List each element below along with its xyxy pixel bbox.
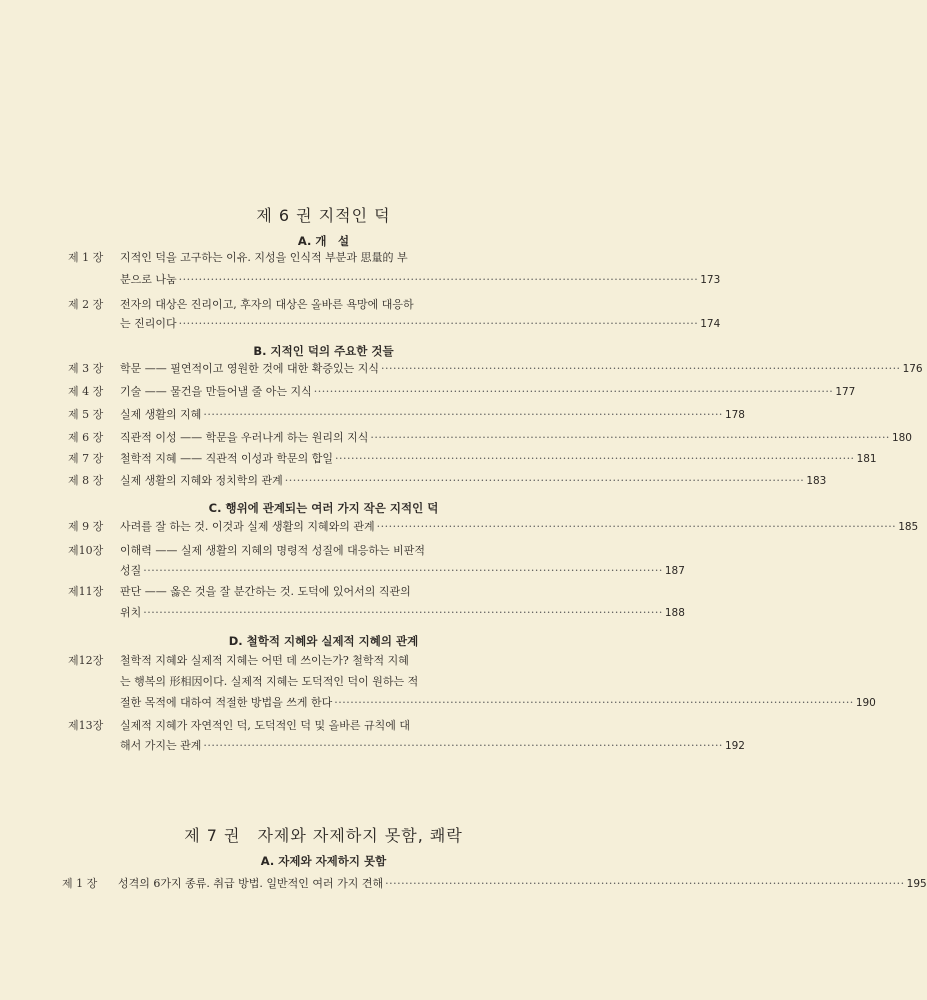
section-d-title: D. 철학적 지혜와 실제적 지혜의 관계 <box>228 634 419 648</box>
entry-text: 실제 생활의 지혜와 정치학의 관계 <box>120 474 283 487</box>
leader-dots: ·································································································································· <box>178 273 699 286</box>
chapter-number: 제 5 장 <box>68 408 104 421</box>
leader-dots: ·································································································································· <box>334 696 854 709</box>
chapter-number: 제13장 <box>68 719 104 732</box>
chapter-number: 제 1 장 <box>68 251 104 264</box>
entry-text: 절한 목적에 대하여 적절한 방법을 쓰게 한다 <box>120 696 333 709</box>
leader-dots: ·································································································································· <box>381 362 901 375</box>
entry-text: 분으로 나눔 <box>120 273 177 286</box>
page-number: 185 <box>898 521 919 533</box>
chapter-number: 제 8 장 <box>68 474 104 487</box>
page-number: 195 <box>906 878 927 890</box>
entry-text: 실제 생활의 지혜 <box>120 408 202 421</box>
page-number: 173 <box>700 274 721 286</box>
book-7-title: 제 7 권 자제와 자제하지 못함, 쾌락 <box>184 826 463 845</box>
chapter-number: 제12장 <box>68 654 104 667</box>
entry-text: 철학적 지혜와 실제적 지혜는 어떤 데 쓰이는가? 철학적 지혜 <box>120 654 409 667</box>
leader-dots: ·································································································································· <box>203 739 723 752</box>
section-b-title: B. 지적인 덕의 주요한 것들 <box>253 344 394 358</box>
leader-dots: ·································································································································· <box>376 520 897 533</box>
leader-dots: ·································································································································· <box>385 877 905 890</box>
page-number: 183 <box>806 475 827 487</box>
page-number: 190 <box>855 697 876 709</box>
page-number: 188 <box>664 607 685 619</box>
page-number: 178 <box>724 409 745 421</box>
page-number: 187 <box>664 565 685 577</box>
book-6-title: 제 6 권 지적인 덕 <box>256 206 391 225</box>
entry-text: 성질 <box>120 564 142 577</box>
page-number: 180 <box>891 432 912 444</box>
entry-text: 전자의 대상은 진리이고, 후자의 대상은 올바른 욕망에 대응하 <box>120 298 414 311</box>
leader-dots: ·································································································································· <box>284 474 805 487</box>
page-number: 181 <box>856 453 877 465</box>
page-number: 192 <box>724 740 745 752</box>
entry-text: 철학적 지혜 —— 직관적 이성과 학문의 합일 <box>120 452 333 465</box>
chapter-number: 제 2 장 <box>68 298 104 311</box>
entry-text: 판단 —— 옳은 것을 잘 분간하는 것. 도덕에 있어서의 직관의 <box>120 585 411 598</box>
leader-dots: ·································································································································· <box>335 452 855 465</box>
entry-text: 직관적 이성 —— 학문을 우러나게 하는 원리의 지식 <box>120 431 369 444</box>
entry-text: 이해력 —— 실제 생활의 지혜의 명령적 성질에 대응하는 비판적 <box>120 544 425 557</box>
leader-dots: ·································································································································· <box>143 564 663 577</box>
chapter-number: 제 4 장 <box>68 385 104 398</box>
chapter-number: 제 1 장 <box>62 877 98 890</box>
chapter-number: 제11장 <box>68 585 104 598</box>
entry-text: 실제적 지혜가 자연적인 덕, 도덕적인 덕 및 올바른 규칙에 대 <box>120 719 410 732</box>
leader-dots: ·································································································································· <box>203 408 723 421</box>
book-7-section-a-title: A. 자제와 자제하지 못함 <box>260 854 387 868</box>
section-c-title: C. 행위에 관계되는 여러 가지 작은 지적인 덕 <box>208 501 439 515</box>
page-number: 177 <box>835 386 856 398</box>
leader-dots: ·································································································································· <box>143 606 663 619</box>
section-a-title: A. 개 설 <box>297 234 350 248</box>
entry-text: 는 진리이다 <box>120 317 177 330</box>
entry-text: 지적인 덕을 고구하는 이유. 지성을 인식적 부분과 思量的 부 <box>120 251 408 264</box>
page-number: 176 <box>902 363 923 375</box>
entry-text: 기술 —— 물건을 만들어낼 줄 아는 지식 <box>120 385 312 398</box>
chapter-number: 제10장 <box>68 544 104 557</box>
entry-text: 학문 —— 필연적이고 영원한 것에 대한 확증있는 지식 <box>120 362 379 375</box>
chapter-number: 제 3 장 <box>68 362 104 375</box>
page-number: 174 <box>700 318 721 330</box>
chapter-number: 제 7 장 <box>68 452 104 465</box>
entry-text: 는 행복의 形相因이다. 실제적 지혜는 도덕적인 덕이 원하는 적 <box>120 675 419 688</box>
leader-dots: ·································································································································· <box>313 385 834 398</box>
chapter-number: 제 6 장 <box>68 431 104 444</box>
entry-text: 사려를 잘 하는 것. 이것과 실제 생활의 지혜와의 관계 <box>120 520 375 533</box>
leader-dots: ·································································································································· <box>178 317 699 330</box>
entry-text: 해서 가지는 관계 <box>120 739 202 752</box>
entry-text: 위치 <box>120 606 142 619</box>
entry-text: 성격의 6가지 종류. 취급 방법. 일반적인 여러 가지 견해 <box>118 877 384 890</box>
leader-dots: ·································································································································· <box>370 431 890 444</box>
chapter-number: 제 9 장 <box>68 520 104 533</box>
